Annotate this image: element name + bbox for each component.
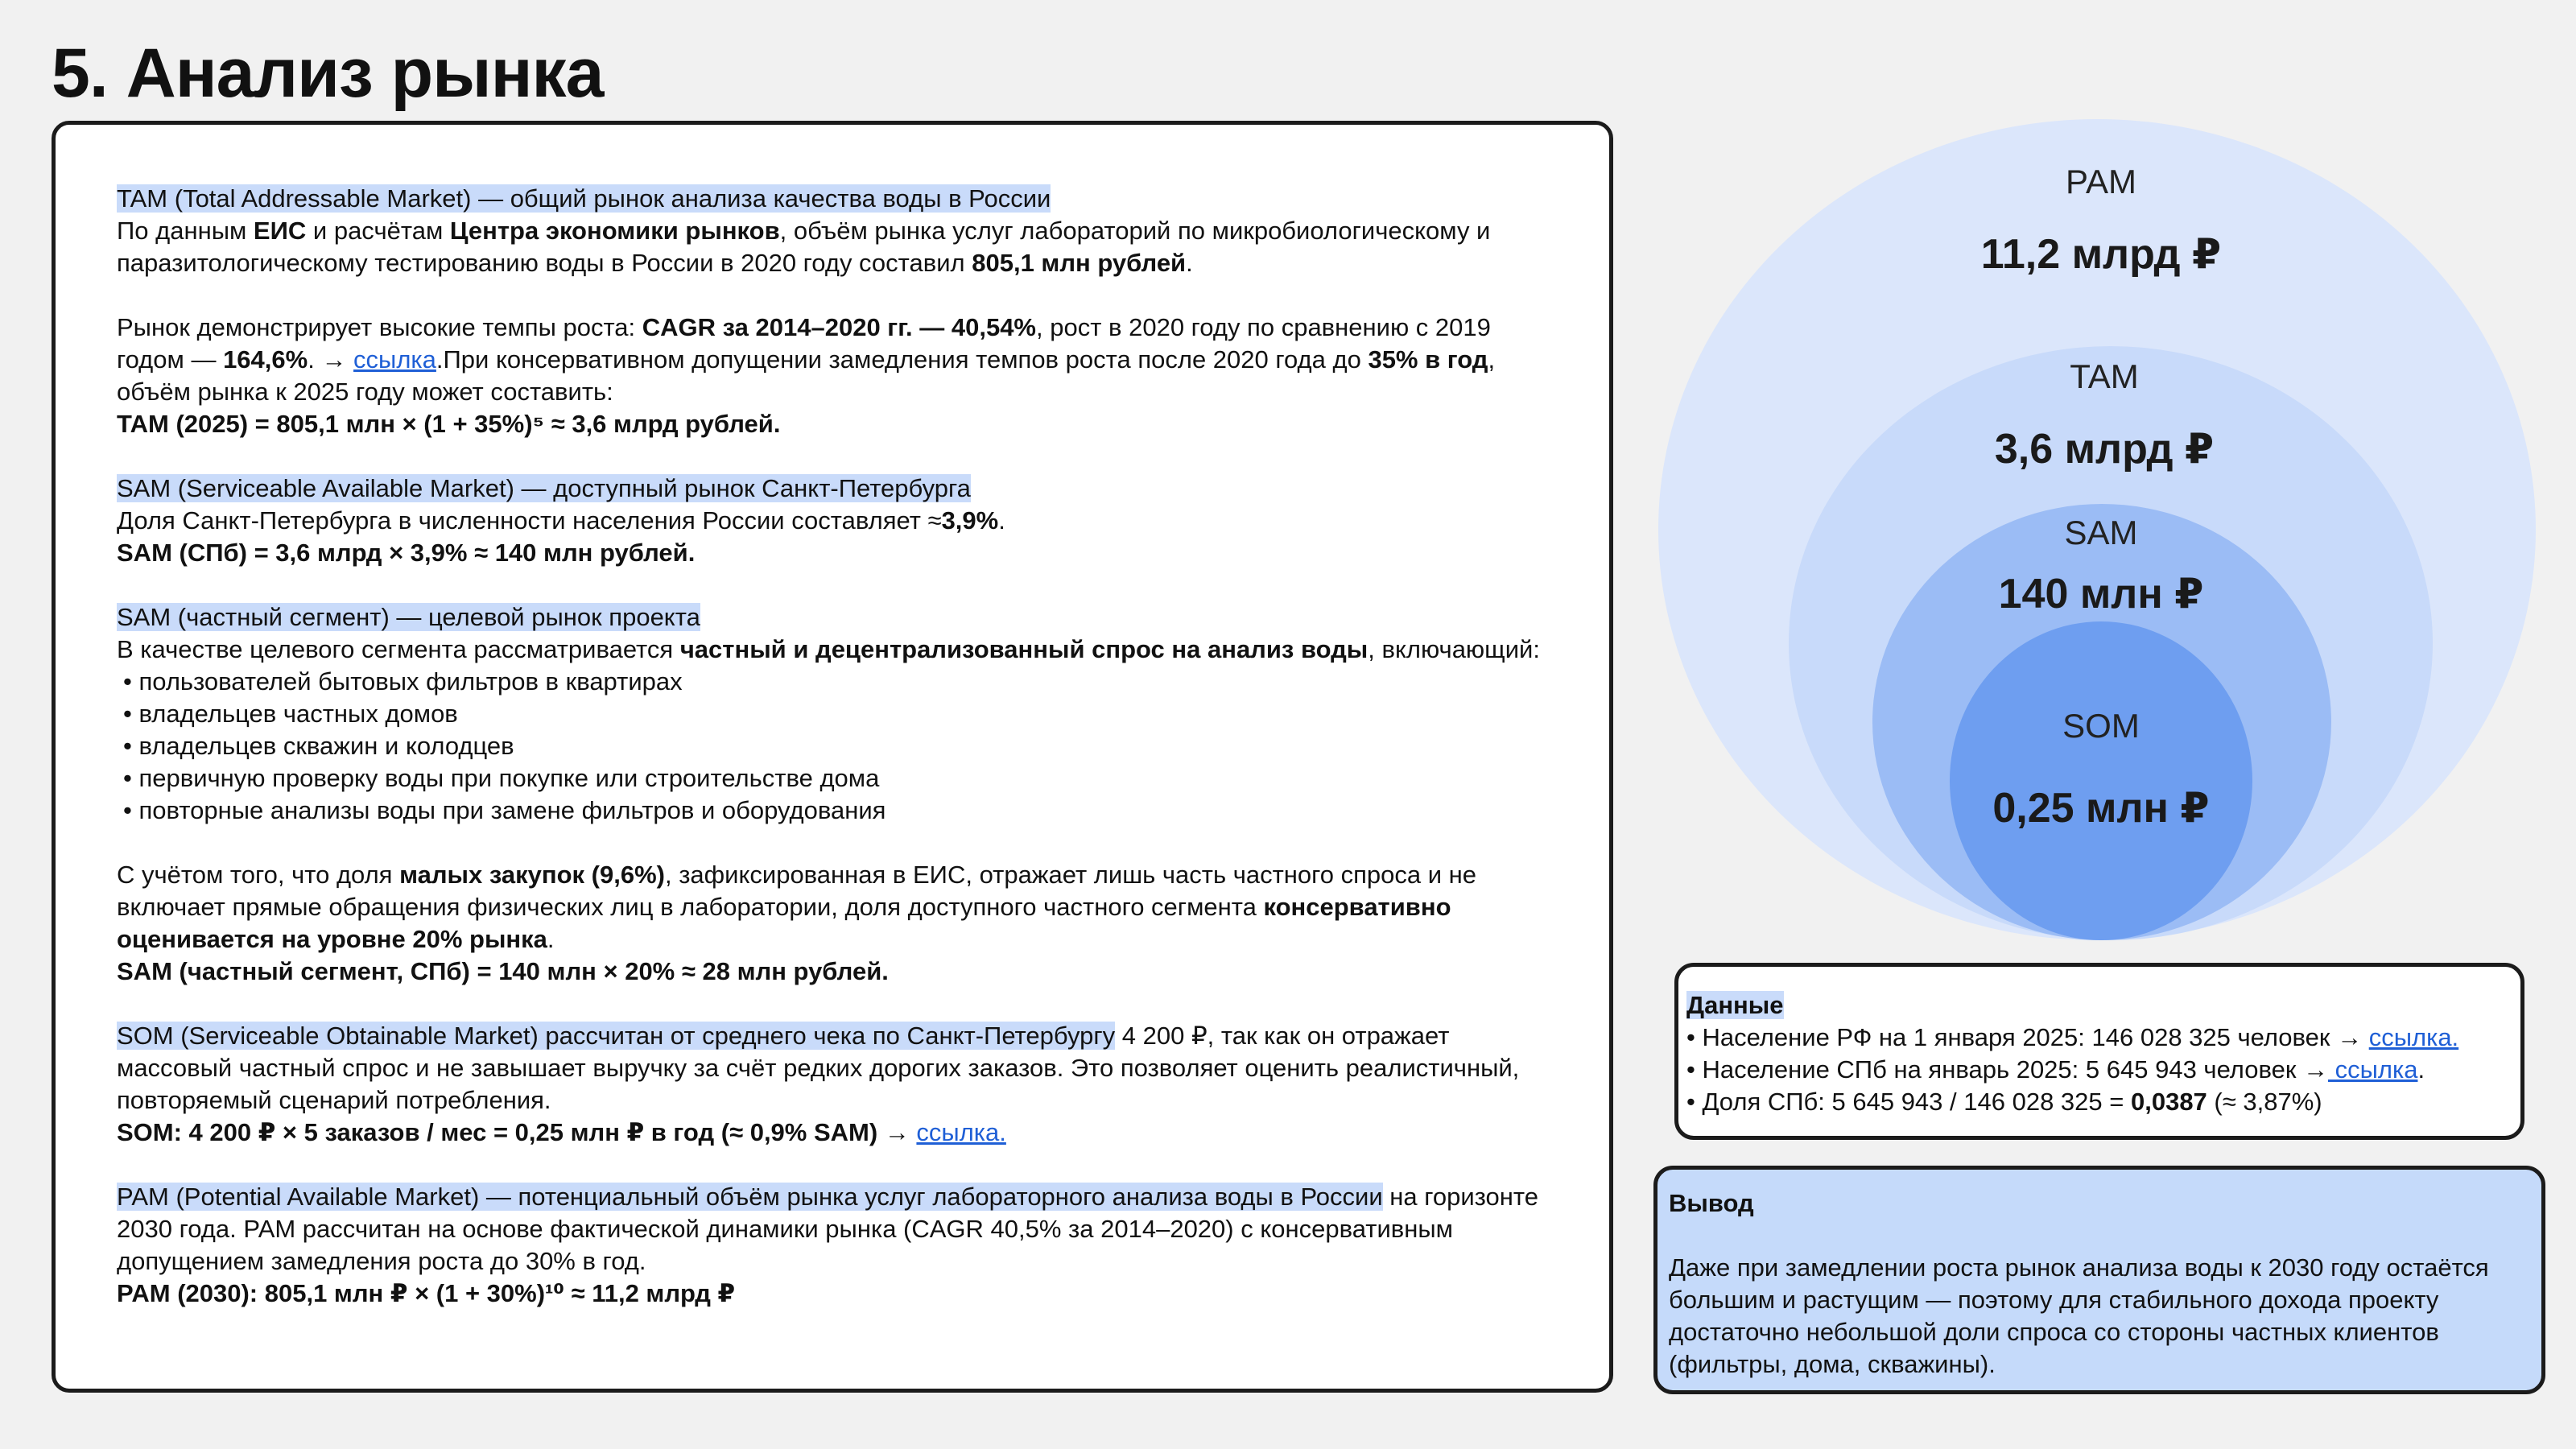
tam-heading — [117, 183, 1548, 215]
segment-list-item: • первичную проверку воды при покупке или строительстве дома — [117, 762, 1548, 795]
tam-paragraph-1: По данным ЕИС и расчётам Центра экономики рынков, объём рынка услуг лабораторий по микробиологическому и паразитологическому тестированию воды в России в 2020 году составил 805,1 млн рублей. — [117, 217, 1491, 277]
pam-value: 11,2 млрд ₽ — [1980, 231, 2222, 278]
conclusion-text: Даже при замедлении роста рынок анализа воды к 2030 году остаётся большим и растущим — поэтому для стабильного дохода проекту достаточно небольшой доли спроса со стороны частных клиентов (фильтры, дома, скважины). — [1669, 1253, 2489, 1378]
sam-paragraph: Доля Санкт-Петербурга в численности населения России составляет ≈3,9%. — [117, 506, 1005, 535]
pam-paragraph: PAM (Potential Available Market) — потенциальный объём рынка услуг лабораторного анализа воды в России на горизонте 2030 года. PAM рассчитан на основе фактической динамики рынка (CAGR 40,5% за 2014–2020) с консервативным допущением замедления роста до 30% в год. — [117, 1183, 1538, 1275]
market-size-diagram — [1658, 119, 2544, 940]
data-sources-box — [1674, 963, 2524, 1140]
tam-heading-text: TAM (Total Addressable Market) — общий рынок анализа качества воды в России — [117, 184, 1051, 213]
sam-private-paragraph-2: С учётом того, что доля малых закупок (9,6%), зафиксированная в ЕИС, отражает лишь часть частного спроса и не включает прямые обращения физических лиц в лаборатории, доля доступного частного сегмента консервативно оценивается на уровне 20% рынка. — [117, 861, 1477, 953]
pam-label: PAM — [2066, 163, 2136, 200]
segment-list-item: • владельцев скважин и колодцев — [117, 730, 1548, 762]
som-heading: SOM (Serviceable Obtainable Market) рассчитан от среднего чека по Санкт-Петербургу — [117, 1022, 1116, 1050]
som-source-link[interactable]: ссылка. — [916, 1118, 1006, 1146]
segment-list-item: • повторные анализы воды при замене фильтров и оборудования — [117, 795, 1548, 827]
sam-heading-text: SAM (Serviceable Available Market) — доступный рынок Санкт-Петербурга — [117, 474, 971, 502]
som-value: 0,25 млн ₽ — [1992, 785, 2210, 832]
som-circle — [1950, 621, 2252, 940]
segment-list-item: • владельцев частных домов — [117, 698, 1548, 730]
page-title: 5. Анализ рынка — [52, 35, 604, 112]
tam-label: TAM — [2070, 357, 2139, 395]
sam-private-heading-text: SAM (частный сегмент) — целевой рынок проекта — [117, 603, 700, 631]
segment-list-item: • пользователей бытовых фильтров в квартирах — [117, 666, 1548, 698]
som-paragraph: SOM (Serviceable Obtainable Market) рассчитан от среднего чека по Санкт-Петербургу 4 200 ₽, так как он отражает массовый частный спрос и не завышает выручку за счёт редких дорогих заказов. Это позволяет оценить реалистичный, повторяемый сценарий потребления. — [117, 1022, 1520, 1114]
tam-formula: TAM (2025) = 805,1 млн × (1 + 35%)⁵ ≈ 3,6 млрд рублей. — [117, 410, 781, 438]
sam-private-formula: SAM (частный сегмент, СПб) = 140 млн × 20% ≈ 28 млн рублей. — [117, 957, 889, 985]
market-analysis-panel — [52, 121, 1613, 1393]
pam-heading: PAM (Potential Available Market) — потенциальный объём рынка услуг лабораторного анализа воды в России — [117, 1183, 1383, 1211]
data-line-population-rf: • Население РФ на 1 января 2025: 146 028 325 человек → ссылка. — [1686, 1023, 2459, 1051]
sam-private-heading — [117, 601, 1548, 634]
conclusion-title: Вывод — [1669, 1189, 1754, 1217]
data-line-population-spb: • Население СПб на январь 2025: 5 645 943 человек → ссылка. — [1686, 1055, 2425, 1084]
som-formula: SOM: 4 200 ₽ × 5 заказов / мес = 0,25 млн ₽ в год (≈ 0,9% SAM) → ссылка. — [117, 1118, 1006, 1146]
tam-source-link[interactable]: ссылка — [353, 345, 436, 374]
pam-formula: PAM (2030): 805,1 млн ₽ × (1 + 30%)¹⁰ ≈ 11,2 млрд ₽ — [117, 1279, 736, 1307]
data-line-spb-share: • Доля СПб: 5 645 943 / 146 028 325 = 0,0387 (≈ 3,87%) — [1686, 1088, 2322, 1116]
sam-private-paragraph-1: В качестве целевого сегмента рассматривается частный и децентрализованный спрос на анализ воды, включающий: — [117, 635, 1540, 663]
sam-heading — [117, 473, 1548, 505]
som-label: SOM — [2062, 707, 2140, 745]
population-spb-link[interactable]: ссылка — [2328, 1055, 2418, 1084]
sam-value: 140 млн ₽ — [1998, 571, 2204, 617]
data-title: Данные — [1686, 991, 1784, 1019]
conclusion-box — [1653, 1166, 2545, 1394]
sam-label: SAM — [2064, 514, 2138, 551]
tam-value: 3,6 млрд ₽ — [1994, 426, 2215, 473]
sam-formula: SAM (СПб) = 3,6 млрд × 3,9% ≈ 140 млн рублей. — [117, 539, 696, 567]
population-rf-link[interactable]: ссылка. — [2368, 1023, 2459, 1051]
tam-paragraph-2: Рынок демонстрирует высокие темпы роста: CAGR за 2014–2020 гг. — 40,54%, рост в 2020 году по сравнению с 2019 годом — 164,6%. → ссылка.При консервативном допущении замедления темпов роста после 2020 года до 35% в год, объём рынка к 2025 году может составить: — [117, 313, 1496, 406]
